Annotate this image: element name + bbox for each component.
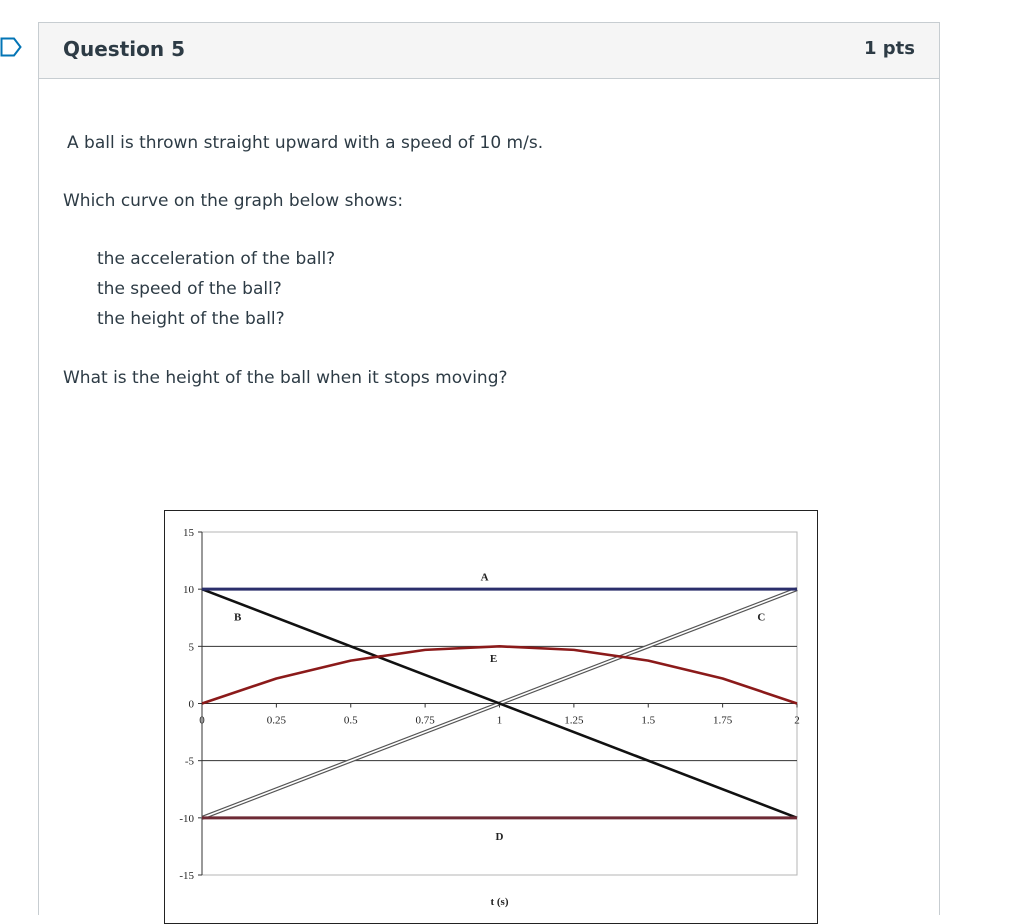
series-label-C: C	[757, 611, 766, 624]
y-tick-label: 15	[183, 527, 194, 539]
graph-image	[164, 510, 818, 924]
question-prompt: Which curve on the graph below shows:	[63, 191, 404, 211]
question-flag-icon[interactable]	[0, 37, 22, 57]
series-label-A: A	[480, 571, 489, 584]
x-tick-label: 0.25	[266, 714, 286, 727]
x-tick-label: 1.5	[641, 714, 656, 727]
motion-graph	[165, 511, 817, 923]
y-tick-label: 0	[188, 698, 194, 711]
x-axis-label: t (s)	[490, 896, 509, 908]
y-tick-label: -10	[179, 812, 194, 825]
series-label-E: E	[489, 652, 498, 665]
series-label-D: D	[495, 831, 504, 844]
question-title: Question 5	[63, 37, 185, 61]
sub-item-height: the height of the ball?	[97, 309, 285, 329]
x-tick-label: 2	[794, 714, 800, 727]
sub-item-acceleration: the acceleration of the ball?	[97, 249, 336, 269]
y-tick-label: 10	[183, 584, 194, 597]
x-tick-label: 0	[199, 714, 205, 727]
x-tick-label: 1	[496, 714, 503, 727]
question-intro: A ball is thrown straight upward with a speed of 10 m/s.	[67, 133, 544, 153]
question-followup: What is the height of the ball when it stops moving?	[63, 368, 508, 388]
question-header	[39, 23, 939, 79]
y-tick-label: -5	[184, 755, 194, 768]
y-tick-label: 5	[188, 641, 194, 654]
y-tick-label: -15	[179, 870, 194, 882]
series-E-line	[202, 646, 797, 703]
x-tick-label: 1.25	[564, 714, 584, 727]
x-tick-label: 1.75	[713, 714, 733, 727]
x-tick-label: 0.75	[415, 714, 435, 727]
series-label-B: B	[234, 611, 242, 624]
question-card	[38, 22, 940, 915]
question-text	[39, 79, 939, 915]
x-tick-label: 0.5	[343, 714, 358, 727]
question-points: 1 pts	[864, 38, 915, 59]
sub-item-speed: the speed of the ball?	[97, 279, 282, 299]
